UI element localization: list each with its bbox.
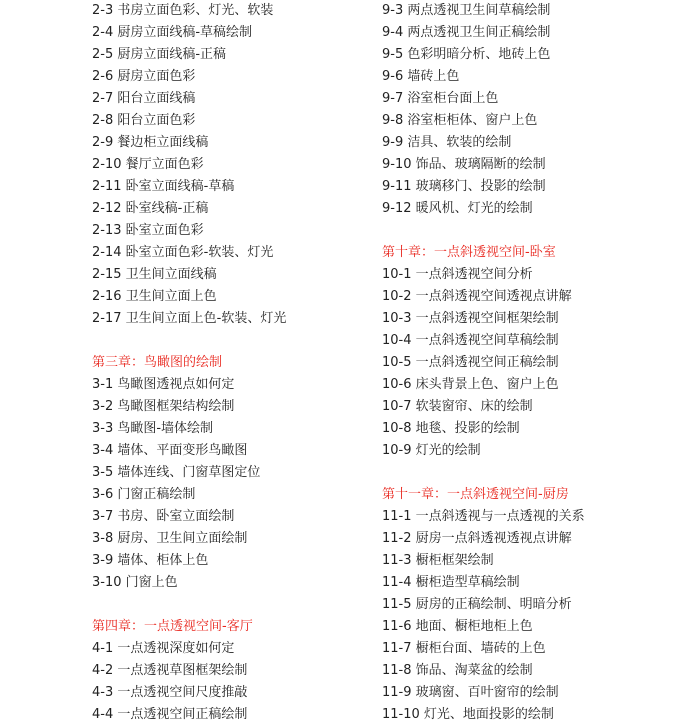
toc-entry: 3-4 墙体、平面变形鸟瞰图 — [92, 443, 248, 458]
toc-entry: 11-10 灯光、地面投影的绘制 — [382, 707, 554, 722]
toc-entry: 2-14 卧室立面色彩-软装、灯光 — [92, 245, 274, 260]
left-column — [92, 0, 362, 726]
chapter-heading: 第四章：一点透视空间-客厅 — [92, 619, 253, 634]
toc-entry: 4-3 一点透视空间尺度推敲 — [92, 685, 248, 700]
toc-entry: 3-5 墙体连线、门窗草图定位 — [92, 465, 261, 480]
toc-entry: 3-7 书房、卧室立面绘制 — [92, 509, 235, 524]
toc-entry: 10-1 一点斜透视空间分析 — [382, 267, 533, 282]
toc-entry: 10-5 一点斜透视空间正稿绘制 — [382, 355, 559, 370]
toc-entry: 11-5 厨房的正稿绘制、明暗分析 — [382, 597, 572, 612]
toc-entry: 10-9 灯光的绘制 — [382, 443, 481, 458]
toc-entry: 9-5 色彩明暗分析、地砖上色 — [382, 47, 551, 62]
toc-entry: 2-5 厨房立面线稿-正稿 — [92, 47, 227, 62]
toc-entry: 4-2 一点透视草图框架绘制 — [92, 663, 248, 678]
toc-entry: 10-3 一点斜透视空间框架绘制 — [382, 311, 559, 326]
toc-entry: 3-3 鸟瞰图-墙体绘制 — [92, 421, 214, 436]
toc-entry: 9-9 洁具、软装的绘制 — [382, 135, 512, 150]
spacer — [92, 594, 362, 616]
toc-entry: 2-3 书房立面色彩、灯光、软装 — [92, 3, 274, 18]
toc-entry: 2-11 卧室立面线稿-草稿 — [92, 179, 235, 194]
chapter-heading: 第三章：鸟瞰图的绘制 — [92, 355, 223, 370]
toc-entry: 11-4 橱柜造型草稿绘制 — [382, 575, 520, 590]
toc-entry: 10-6 床头背景上色、窗户上色 — [382, 377, 559, 392]
toc-entry: 3-10 门窗上色 — [92, 575, 178, 590]
toc-entry: 9-12 暖风机、灯光的绘制 — [382, 201, 533, 216]
spacer — [92, 330, 362, 352]
toc-entry: 3-1 鸟瞰图透视点如何定 — [92, 377, 235, 392]
toc-entry: 2-12 卧室线稿-正稿 — [92, 201, 209, 216]
toc-entry: 10-7 软装窗帘、床的绘制 — [382, 399, 533, 414]
toc-entry: 2-16 卫生间立面上色 — [92, 289, 217, 304]
toc-entry: 2-15 卫生间立面线稿 — [92, 267, 217, 282]
toc-entry: 10-8 地毯、投影的绘制 — [382, 421, 520, 436]
toc-entry: 4-1 一点透视深度如何定 — [92, 641, 235, 656]
spacer — [382, 462, 682, 484]
chapter-heading: 第十一章：一点斜透视空间-厨房 — [382, 487, 569, 502]
toc-entry: 2-8 阳台立面色彩 — [92, 113, 196, 128]
spacer — [382, 220, 682, 242]
toc-entry: 11-6 地面、橱柜地柜上色 — [382, 619, 533, 634]
toc-entry: 9-6 墙砖上色 — [382, 69, 460, 84]
right-toc-list — [382, 0, 682, 726]
toc-entry: 4-4 一点透视空间正稿绘制 — [92, 707, 248, 722]
left-toc-list — [92, 0, 362, 726]
toc-entry: 3-9 墙体、柜体上色 — [92, 553, 209, 568]
toc-entry: 2-17 卫生间立面上色-软装、灯光 — [92, 311, 287, 326]
toc-entry: 2-6 厨房立面色彩 — [92, 69, 196, 84]
toc-entry: 11-2 厨房一点斜透视透视点讲解 — [382, 531, 572, 546]
toc-entry: 9-3 两点透视卫生间草稿绘制 — [382, 3, 551, 18]
toc-entry: 11-7 橱柜台面、墙砖的上色 — [382, 641, 546, 656]
toc-entry: 9-10 饰品、玻璃隔断的绘制 — [382, 157, 546, 172]
toc-entry: 10-4 一点斜透视空间草稿绘制 — [382, 333, 559, 348]
chapter-heading: 第十章：一点斜透视空间-卧室 — [382, 245, 556, 260]
toc-entry: 11-3 橱柜框架绘制 — [382, 553, 494, 568]
toc-entry: 11-1 一点斜透视与一点透视的关系 — [382, 509, 585, 524]
toc-entry: 9-4 两点透视卫生间正稿绘制 — [382, 25, 551, 40]
toc-entry: 11-9 玻璃窗、百叶窗帘的绘制 — [382, 685, 559, 700]
toc-entry: 11-8 饰品、淘菜盆的绘制 — [382, 663, 533, 678]
toc-entry: 9-8 浴室柜柜体、窗户上色 — [382, 113, 538, 128]
toc-entry: 2-4 厨房立面线稿-草稿绘制 — [92, 25, 253, 40]
toc-entry: 2-13 卧室立面色彩 — [92, 223, 204, 238]
toc-entry: 2-10 餐厅立面色彩 — [92, 157, 204, 172]
toc-entry: 9-7 浴室柜台面上色 — [382, 91, 499, 106]
toc-entry: 2-9 餐边柜立面线稿 — [92, 135, 209, 150]
toc-entry: 2-7 阳台立面线稿 — [92, 91, 196, 106]
toc-entry: 3-8 厨房、卫生间立面绘制 — [92, 531, 248, 546]
right-column — [382, 0, 682, 726]
toc-entry: 9-11 玻璃移门、投影的绘制 — [382, 179, 546, 194]
toc-entry: 3-6 门窗正稿绘制 — [92, 487, 196, 502]
toc-entry: 10-2 一点斜透视空间透视点讲解 — [382, 289, 572, 304]
toc-entry: 3-2 鸟瞰图框架结构绘制 — [92, 399, 235, 414]
